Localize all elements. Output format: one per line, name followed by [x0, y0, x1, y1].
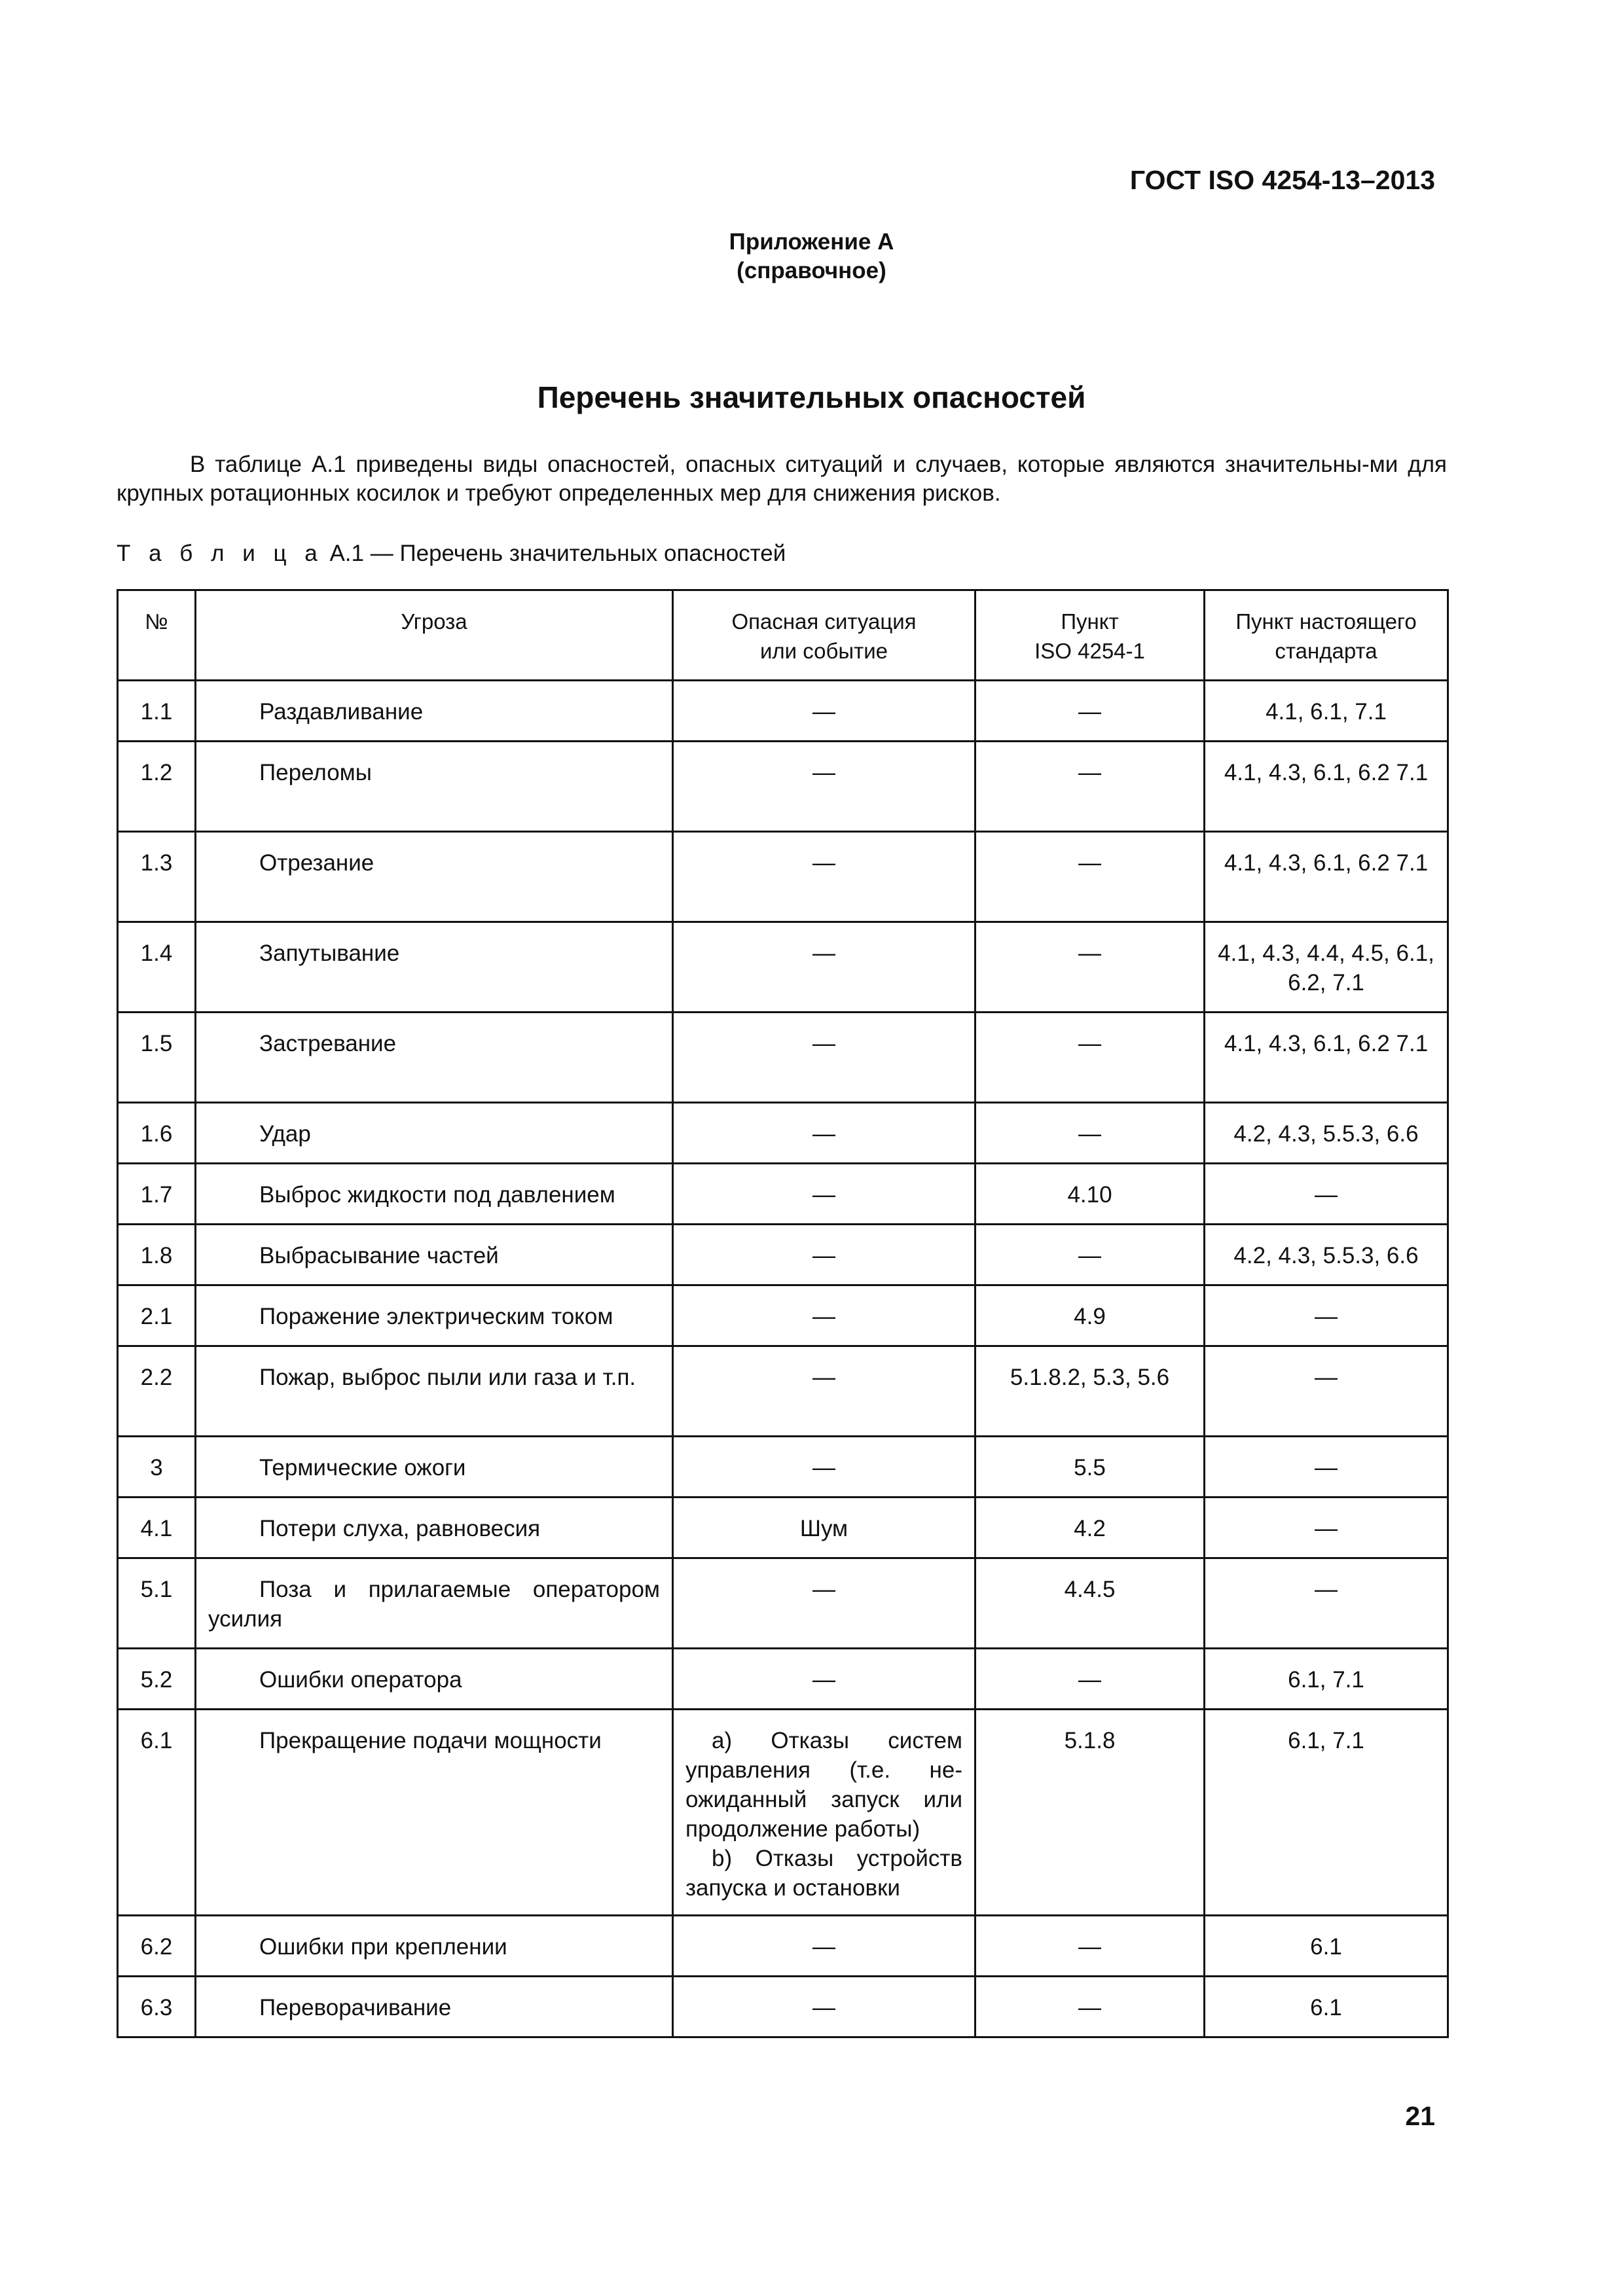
table-row — [118, 681, 1448, 742]
cell-situation: — — [673, 1558, 976, 1649]
cell-iso: — — [976, 681, 1205, 742]
table-row — [118, 1649, 1448, 1710]
cell-no: 1.8 — [118, 1225, 196, 1285]
cell-situation: — — [673, 832, 976, 922]
cell-hazard: Застревание — [196, 1013, 673, 1103]
cell-iso: — — [976, 1649, 1205, 1710]
cell-hazard: Запутывание — [196, 922, 673, 1013]
header-situation-line1: Опасная ситуация — [731, 609, 917, 634]
table-row — [118, 1977, 1448, 2037]
table-header-row — [118, 590, 1448, 681]
header-situation — [673, 590, 976, 681]
situation-item-b: b) Отказы устройств запуска и остановки — [685, 1846, 962, 1901]
cell-no: 6.3 — [118, 1977, 196, 2037]
cell-iso: 5.5 — [976, 1437, 1205, 1498]
cell-iso: — — [976, 1916, 1205, 1977]
cell-situation: — — [673, 1103, 976, 1164]
cell-iso: 5.1.8 — [976, 1710, 1205, 1916]
table-row — [118, 1225, 1448, 1285]
cell-standard: — — [1205, 1285, 1448, 1346]
cell-no: 1.2 — [118, 742, 196, 832]
header-iso-line1: Пункт — [1061, 609, 1119, 634]
cell-hazard: Отрезание — [196, 832, 673, 922]
cell-no: 5.2 — [118, 1649, 196, 1710]
cell-hazard: Термические ожоги — [196, 1437, 673, 1498]
cell-situation — [673, 1710, 976, 1916]
cell-situation: — — [673, 1977, 976, 2037]
cell-situation: — — [673, 1649, 976, 1710]
cell-iso: 4.10 — [976, 1164, 1205, 1225]
cell-standard: 6.1 — [1205, 1977, 1448, 2037]
cell-situation: — — [673, 1916, 976, 1977]
page-title: Перечень значительных опасностей — [537, 380, 1086, 414]
table-row — [118, 832, 1448, 922]
table-row — [118, 1710, 1448, 1916]
cell-hazard: Раздавливание — [196, 681, 673, 742]
cell-no: 1.1 — [118, 681, 196, 742]
cell-standard: 4.1, 4.3, 4.4, 4.5, 6.1, 6.2, 7.1 — [1205, 922, 1448, 1013]
cell-hazard: Переломы — [196, 742, 673, 832]
cell-hazard: Ошибки при креплении — [196, 1916, 673, 1977]
cell-situation: — — [673, 922, 976, 1013]
cell-hazard: Переворачивание — [196, 1977, 673, 2037]
cell-situation: — — [673, 1013, 976, 1103]
cell-no: 2.2 — [118, 1346, 196, 1437]
cell-hazard: Удар — [196, 1103, 673, 1164]
cell-standard: 4.1, 4.3, 6.1, 6.2 7.1 — [1205, 742, 1448, 832]
cell-situation: — — [673, 1285, 976, 1346]
cell-standard: 4.1, 6.1, 7.1 — [1205, 681, 1448, 742]
table-row — [118, 1013, 1448, 1103]
cell-iso: 4.4.5 — [976, 1558, 1205, 1649]
header-no: № — [118, 590, 196, 681]
table-row — [118, 1498, 1448, 1558]
cell-standard: — — [1205, 1558, 1448, 1649]
table-row — [118, 1558, 1448, 1649]
table-caption — [117, 541, 786, 567]
cell-no: 2.1 — [118, 1285, 196, 1346]
cell-situation: — — [673, 1164, 976, 1225]
cell-no: 6.2 — [118, 1916, 196, 1977]
table-row — [118, 1346, 1448, 1437]
cell-no: 1.3 — [118, 832, 196, 922]
table-row — [118, 1437, 1448, 1498]
cell-situation: Шум — [673, 1498, 976, 1558]
cell-iso: — — [976, 1103, 1205, 1164]
cell-hazard: Поза и прилагаемые оператором усилия — [196, 1558, 673, 1649]
cell-no: 1.5 — [118, 1013, 196, 1103]
page-number: 21 — [1405, 2101, 1435, 2131]
cell-iso: — — [976, 1013, 1205, 1103]
cell-standard: — — [1205, 1164, 1448, 1225]
cell-hazard: Ошибки оператора — [196, 1649, 673, 1710]
table-row — [118, 1103, 1448, 1164]
cell-iso: 4.2 — [976, 1498, 1205, 1558]
table-row — [118, 1164, 1448, 1225]
header-situation-line2: или событие — [759, 639, 888, 663]
cell-hazard: Прекращение подачи мощности — [196, 1710, 673, 1916]
cell-no: 6.1 — [118, 1710, 196, 1916]
cell-standard: 6.1, 7.1 — [1205, 1710, 1448, 1916]
cell-iso: — — [976, 742, 1205, 832]
cell-situation: — — [673, 1437, 976, 1498]
header-standard-line2: стандарта — [1275, 639, 1377, 663]
cell-situation: — — [673, 1225, 976, 1285]
cell-iso: 5.1.8.2, 5.3, 5.6 — [976, 1346, 1205, 1437]
header-hazard: Угроза — [196, 590, 673, 681]
cell-hazard: Поражение электрическим током — [196, 1285, 673, 1346]
cell-no: 3 — [118, 1437, 196, 1498]
cell-iso: — — [976, 832, 1205, 922]
header-standard — [1205, 590, 1448, 681]
cell-no: 1.6 — [118, 1103, 196, 1164]
cell-standard: — — [1205, 1498, 1448, 1558]
cell-hazard: Потери слуха, равновесия — [196, 1498, 673, 1558]
situation-item-a: а) Отказы систем управления (т.е. не-ожиданный запуск или продолжение работы) — [685, 1728, 962, 1842]
cell-no: 1.7 — [118, 1164, 196, 1225]
cell-standard: — — [1205, 1346, 1448, 1437]
cell-iso: — — [976, 922, 1205, 1013]
cell-no: 4.1 — [118, 1498, 196, 1558]
cell-no: 5.1 — [118, 1558, 196, 1649]
header-iso — [976, 590, 1205, 681]
cell-hazard: Пожар, выброс пыли или газа и т.п. — [196, 1346, 673, 1437]
cell-standard: — — [1205, 1437, 1448, 1498]
table-caption-text: А.1 — Перечень значительных опасностей — [323, 541, 786, 566]
cell-situation: — — [673, 742, 976, 832]
cell-standard: 4.1, 4.3, 6.1, 6.2 7.1 — [1205, 832, 1448, 922]
header-iso-line2: ISO 4254-1 — [1034, 639, 1145, 663]
table-row — [118, 922, 1448, 1013]
table-row — [118, 742, 1448, 832]
cell-standard: 4.2, 4.3, 5.5.3, 6.6 — [1205, 1103, 1448, 1164]
appendix-heading — [0, 228, 1623, 285]
header-standard-line1: Пункт настоящего — [1235, 609, 1417, 634]
cell-standard: 6.1 — [1205, 1916, 1448, 1977]
cell-standard: 6.1, 7.1 — [1205, 1649, 1448, 1710]
cell-no: 1.4 — [118, 922, 196, 1013]
table-row — [118, 1285, 1448, 1346]
cell-hazard: Выбрасывание частей — [196, 1225, 673, 1285]
document-code: ГОСТ ISO 4254-13–2013 — [1129, 165, 1435, 195]
cell-standard: 4.2, 4.3, 5.5.3, 6.6 — [1205, 1225, 1448, 1285]
appendix-type: (справочное) — [737, 258, 886, 283]
cell-iso: 4.9 — [976, 1285, 1205, 1346]
table-caption-prefix: Т а б л и ц а — [117, 541, 323, 566]
cell-standard: 4.1, 4.3, 6.1, 6.2 7.1 — [1205, 1013, 1448, 1103]
appendix-label: Приложение А — [729, 229, 894, 255]
cell-situation: — — [673, 1346, 976, 1437]
cell-situation: — — [673, 681, 976, 742]
table-row — [118, 1916, 1448, 1977]
hazards-table — [117, 589, 1449, 2038]
cell-iso: — — [976, 1977, 1205, 2037]
intro-paragraph: В таблице А.1 приведены виды опасностей, опасных ситуаций и случаев, которые являются значительны-ми для крупных ротационных косилок и требуют определенных мер для снижения рисков. — [117, 452, 1447, 506]
cell-hazard: Выброс жидкости под давлением — [196, 1164, 673, 1225]
cell-iso: — — [976, 1225, 1205, 1285]
